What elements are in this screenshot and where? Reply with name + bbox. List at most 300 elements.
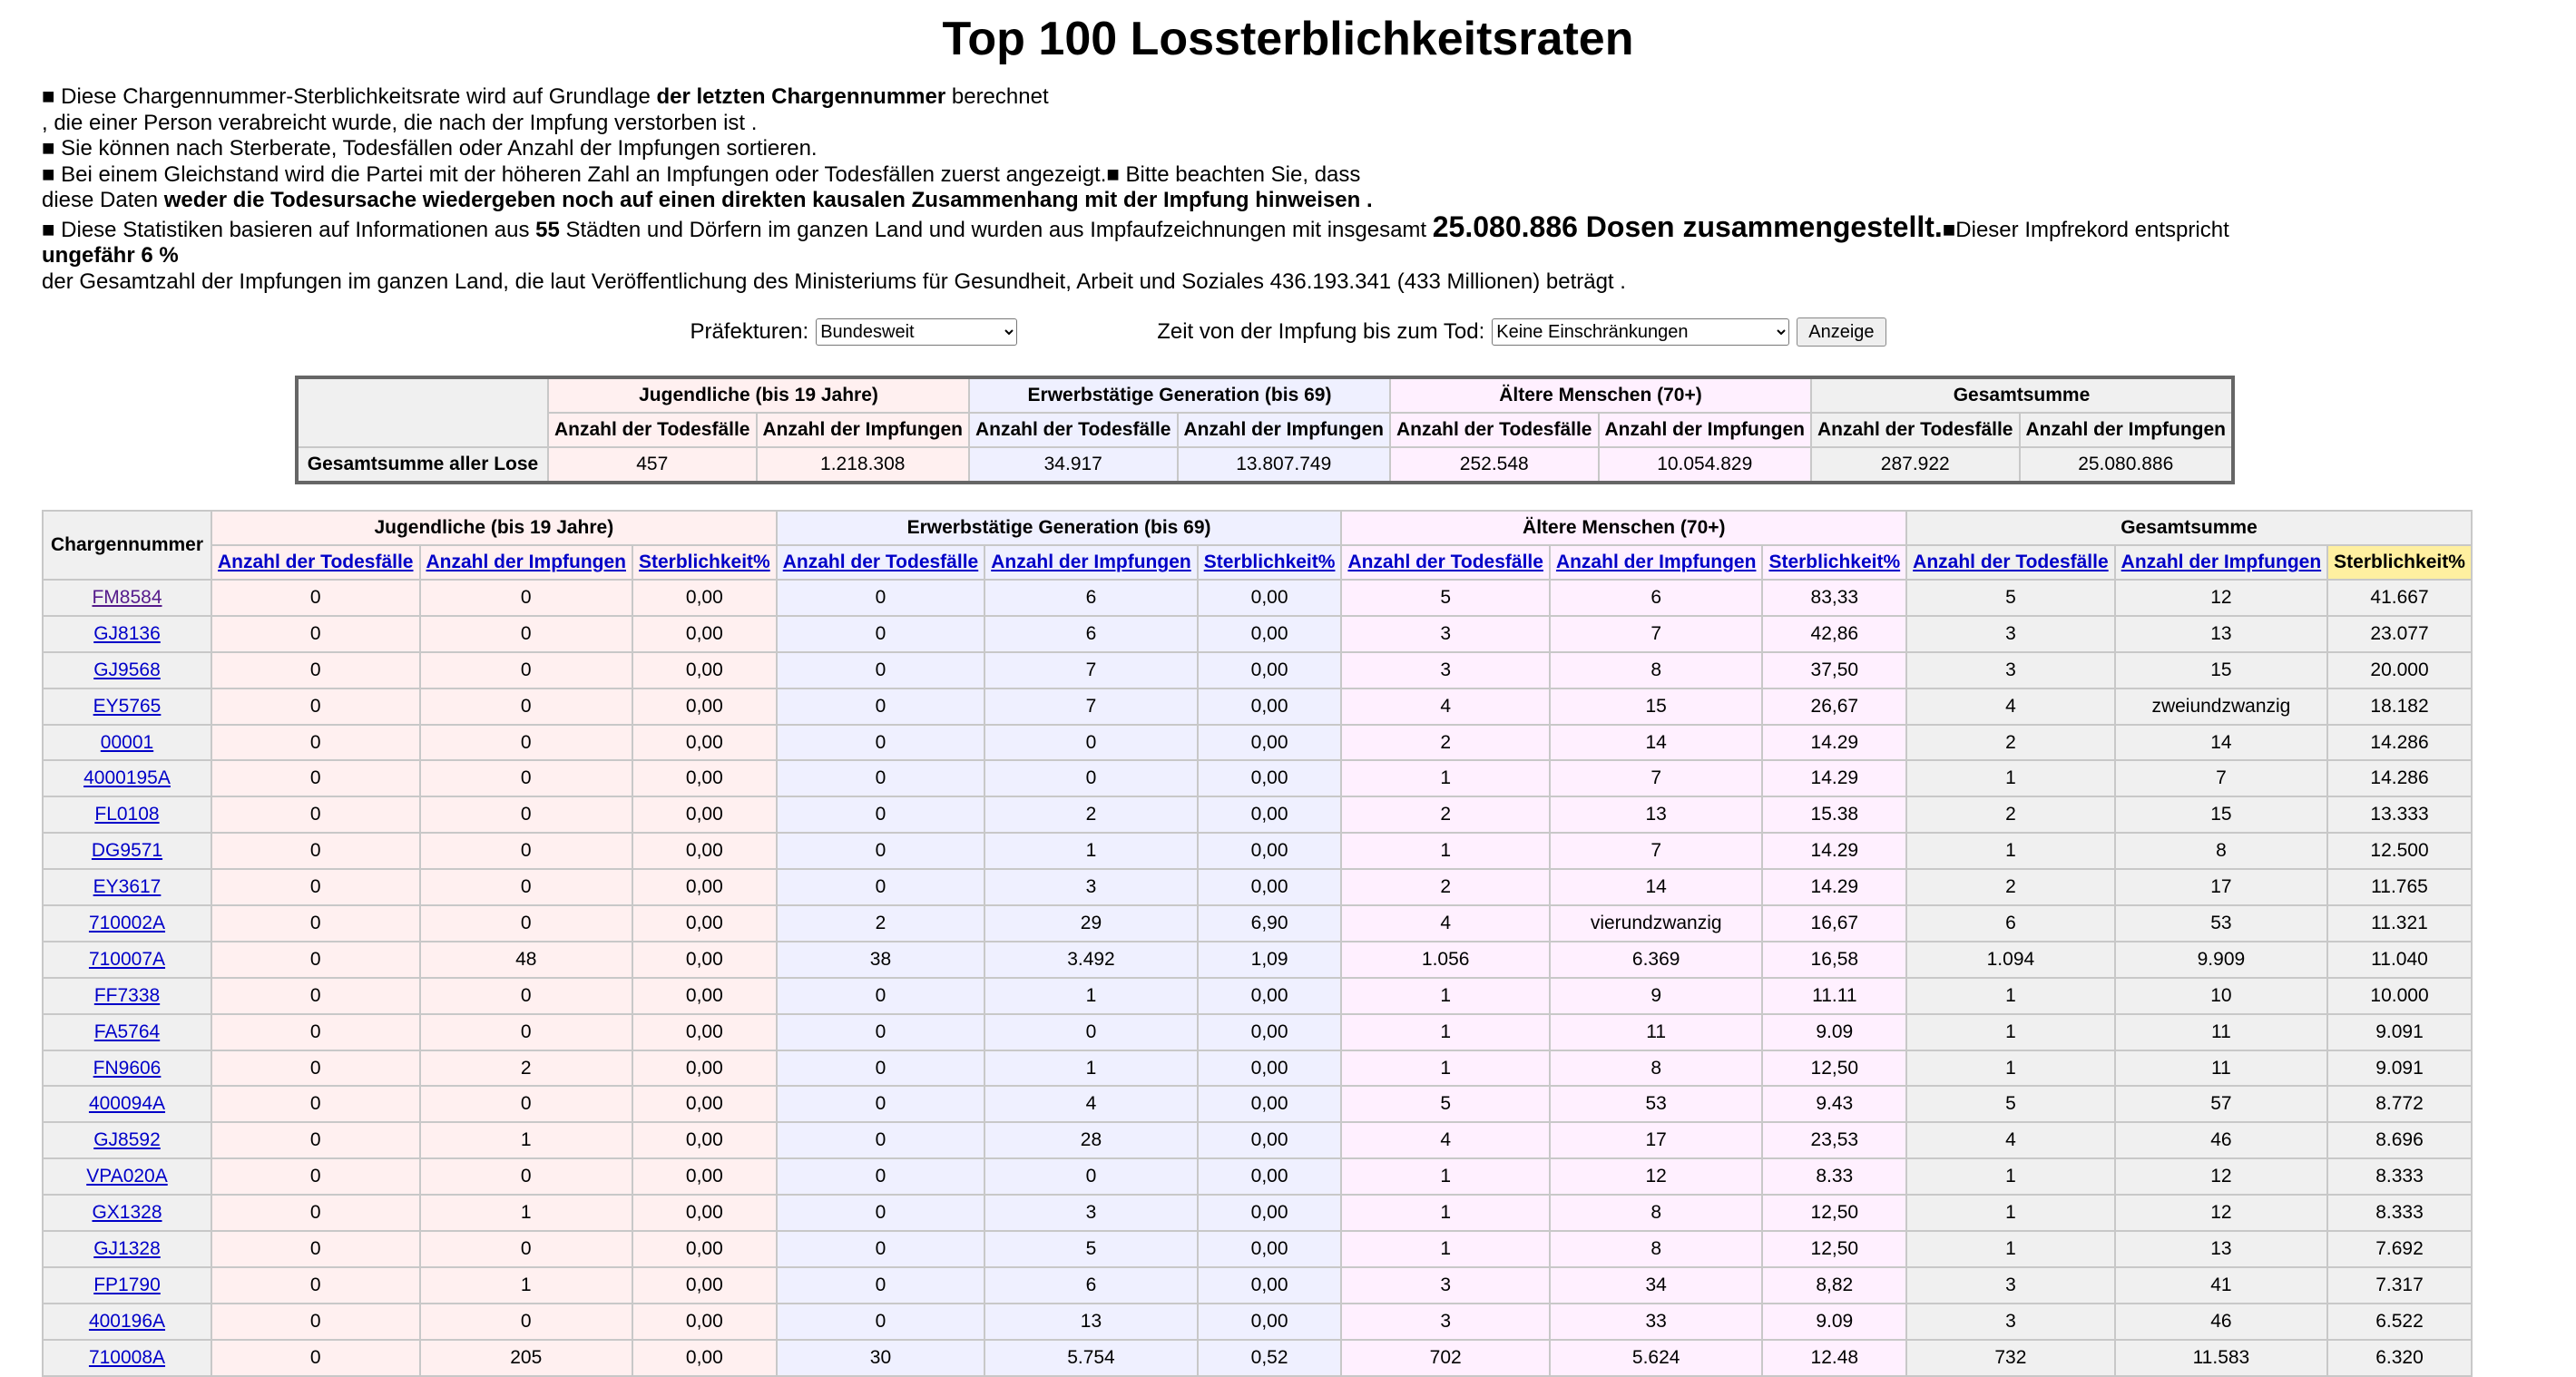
cell-total-rate: 6.320 xyxy=(2327,1340,2472,1376)
table-row xyxy=(43,978,2472,1014)
cell-elder-rate: 37,50 xyxy=(1762,652,1906,688)
cell-elder-rate: 8.33 xyxy=(1762,1158,1906,1195)
cell-work-vacc: 28 xyxy=(984,1122,1198,1158)
cell-work-rate: 0,00 xyxy=(1198,1122,1342,1158)
cell-total-deaths: 1 xyxy=(1906,833,2115,869)
intro-dose-total: 25.080.886 Dosen zusammengestellt. xyxy=(1432,210,1943,243)
cell-work-deaths: 0 xyxy=(777,869,985,905)
cell-total-vacc: 8 xyxy=(2115,833,2328,869)
cell-total-deaths: 4 xyxy=(1906,1122,2115,1158)
table-row xyxy=(43,1231,2472,1267)
cell-elder-vacc: vierundzwanzig xyxy=(1550,905,1763,942)
cell-work-vacc: 3 xyxy=(984,1195,1198,1231)
cell-elder-deaths: 3 xyxy=(1341,1304,1550,1340)
cell-work-rate: 0,00 xyxy=(1198,760,1342,796)
cell-elder-deaths: 4 xyxy=(1341,688,1550,725)
sort-link[interactable]: Anzahl der Todesfälle xyxy=(782,552,979,572)
cell-elder-vacc: 12 xyxy=(1550,1158,1763,1195)
show-button[interactable]: Anzeige xyxy=(1797,317,1885,347)
cell-elder-vacc: 8 xyxy=(1550,1195,1763,1231)
cell-elder-vacc: 7 xyxy=(1550,760,1763,796)
cell-elder-deaths: 3 xyxy=(1341,616,1550,652)
cell-youth-vacc: 0 xyxy=(420,1158,633,1195)
cell-total-vacc: 13 xyxy=(2115,616,2328,652)
cell-youth-deaths: 0 xyxy=(211,580,420,616)
lot-link[interactable]: DG9571 xyxy=(91,840,163,862)
sort-total-deaths xyxy=(1906,545,2115,580)
cell-total-vacc: zweiundzwanzig xyxy=(2115,688,2328,725)
cell-youth-deaths: 0 xyxy=(211,833,420,869)
cell-total-rate: 9.091 xyxy=(2327,1014,2472,1050)
sort-link[interactable]: Anzahl der Impfungen xyxy=(991,552,1191,572)
lot-link[interactable]: GX1328 xyxy=(92,1202,162,1224)
cell-elder-vacc: 14 xyxy=(1550,725,1763,761)
cell-total-deaths: 6 xyxy=(1906,905,2115,942)
summary-col-deaths: Anzahl der Todesfälle xyxy=(1811,413,2020,447)
cell-youth-vacc: 1 xyxy=(420,1267,633,1304)
cell-elder-vacc: 6.369 xyxy=(1550,942,1763,978)
table-row xyxy=(43,725,2472,761)
table-row xyxy=(43,652,2472,688)
cell-elder-vacc: 8 xyxy=(1550,1231,1763,1267)
cell-youth-rate: 0,00 xyxy=(632,942,777,978)
group-total: Gesamtsumme xyxy=(1906,511,2472,545)
cell-elder-vacc: 53 xyxy=(1550,1086,1763,1122)
cell-work-vacc: 7 xyxy=(984,688,1198,725)
cell-work-rate: 0,00 xyxy=(1198,869,1342,905)
cell-work-deaths: 0 xyxy=(777,1231,985,1267)
sort-link[interactable]: Anzahl der Todesfälle xyxy=(1913,552,2109,572)
time-filter xyxy=(1157,318,1789,346)
intro-text-part: ■ Diese Chargennummer-Sterblichkeitsrate wird auf Grundlage xyxy=(42,84,657,109)
intro-emphasis: 55 xyxy=(535,217,560,242)
cell-elder-rate: 83,33 xyxy=(1762,580,1906,616)
col-lot-number: Chargennummer xyxy=(43,511,211,580)
intro-line-5 xyxy=(42,188,2546,214)
cell-youth-deaths: 0 xyxy=(211,1158,420,1195)
lot-link[interactable]: 710002A xyxy=(88,912,166,933)
lot-link[interactable]: GJ8592 xyxy=(93,1129,161,1151)
cell-youth-vacc: 0 xyxy=(420,1014,633,1050)
cell-total-vacc: 12 xyxy=(2115,1195,2328,1231)
table-row xyxy=(43,942,2472,978)
cell-youth-deaths: 0 xyxy=(211,1050,420,1087)
cell-work-rate: 0,00 xyxy=(1198,1086,1342,1122)
summary-group-work: Erwerbstätige Generation (bis 69) xyxy=(969,377,1390,413)
lot-link[interactable]: GJ9568 xyxy=(93,659,161,680)
summary-col-vacc: Anzahl der Impfungen xyxy=(1178,413,1391,447)
cell-youth-deaths: 0 xyxy=(211,1340,420,1376)
sort-link[interactable]: Anzahl der Todesfälle xyxy=(218,552,414,572)
cell-elder-deaths: 1 xyxy=(1341,833,1550,869)
intro-line-7 xyxy=(42,243,2546,269)
cell-total-rate: 10.000 xyxy=(2327,978,2472,1014)
cell-youth-rate: 0,00 xyxy=(632,688,777,725)
cell-work-deaths: 0 xyxy=(777,616,985,652)
cell-lot-number xyxy=(43,1267,211,1304)
cell-total-vacc: 46 xyxy=(2115,1122,2328,1158)
table-row xyxy=(43,1267,2472,1304)
cell-total-vacc: 7 xyxy=(2115,760,2328,796)
table-row xyxy=(43,760,2472,796)
cell-total-vacc: 11.583 xyxy=(2115,1340,2328,1376)
cell-total-deaths: 1 xyxy=(1906,1050,2115,1087)
cell-elder-rate: 16,67 xyxy=(1762,905,1906,942)
cell-elder-rate: 16,58 xyxy=(1762,942,1906,978)
lot-link[interactable]: GJ1328 xyxy=(93,1237,161,1259)
cell-youth-rate: 0,00 xyxy=(632,1086,777,1122)
summary-group-elder: Ältere Menschen (70+) xyxy=(1390,377,1811,413)
lot-link[interactable]: 400196A xyxy=(88,1310,166,1332)
intro-text xyxy=(42,84,2546,295)
lot-table xyxy=(42,510,2473,1377)
cell-work-vacc: 5.754 xyxy=(984,1340,1198,1376)
cell-lot-number xyxy=(43,833,211,869)
cell-youth-vacc: 0 xyxy=(420,833,633,869)
cell-lot-number xyxy=(43,869,211,905)
table-row xyxy=(43,1195,2472,1231)
cell-work-deaths: 0 xyxy=(777,1122,985,1158)
cell-total-rate: 8.772 xyxy=(2327,1086,2472,1122)
cell-youth-rate: 0,00 xyxy=(632,905,777,942)
lot-link[interactable]: 00001 xyxy=(100,731,154,753)
table-row xyxy=(43,869,2472,905)
cell-elder-rate: 42,86 xyxy=(1762,616,1906,652)
cell-total-deaths: 2 xyxy=(1906,869,2115,905)
sort-link[interactable]: Anzahl der Impfungen xyxy=(1555,552,1757,572)
cell-youth-deaths: 0 xyxy=(211,1231,420,1267)
cell-elder-vacc: 15 xyxy=(1550,688,1763,725)
cell-total-vacc: 11 xyxy=(2115,1050,2328,1087)
cell-youth-rate: 0,00 xyxy=(632,978,777,1014)
cell-elder-deaths: 702 xyxy=(1341,1340,1550,1376)
summary-group-total: Gesamtsumme xyxy=(1811,377,2233,413)
cell-lot-number xyxy=(43,1158,211,1195)
cell-youth-vacc: 0 xyxy=(420,688,633,725)
cell-lot-number xyxy=(43,1122,211,1158)
cell-total-rate: 11.040 xyxy=(2327,942,2472,978)
cell-total-vacc: 41 xyxy=(2115,1267,2328,1304)
table-row xyxy=(43,1122,2472,1158)
intro-emphasis: der letzten Chargennummer xyxy=(656,84,946,109)
page-title: Top 100 Lossterblichkeitsraten xyxy=(942,13,1634,65)
cell-elder-deaths: 1 xyxy=(1341,1231,1550,1267)
cell-total-deaths: 5 xyxy=(1906,1086,2115,1122)
lot-link[interactable]: EY3617 xyxy=(93,876,162,898)
cell-work-deaths: 0 xyxy=(777,1195,985,1231)
cell-youth-deaths: 0 xyxy=(211,1014,420,1050)
time-label: Zeit von der Impfung bis zum Tod: xyxy=(1157,319,1485,344)
cell-elder-rate: 14.29 xyxy=(1762,760,1906,796)
cell-total-deaths: 1 xyxy=(1906,1195,2115,1231)
lot-link[interactable]: FP1790 xyxy=(93,1274,161,1295)
filter-bar xyxy=(0,314,2576,350)
cell-youth-deaths: 0 xyxy=(211,616,420,652)
cell-total-deaths: 3 xyxy=(1906,1267,2115,1304)
sort-link[interactable]: Anzahl der Impfungen xyxy=(426,552,626,572)
cell-elder-rate: 8,82 xyxy=(1762,1267,1906,1304)
cell-youth-rate: 0,00 xyxy=(632,1304,777,1340)
cell-lot-number xyxy=(43,942,211,978)
sort-total-vacc xyxy=(2115,545,2328,580)
sort-youth-vacc xyxy=(420,545,633,580)
cell-work-deaths: 0 xyxy=(777,1050,985,1087)
cell-lot-number xyxy=(43,1050,211,1087)
lot-link[interactable]: 400094A xyxy=(88,1093,166,1115)
table-row xyxy=(43,905,2472,942)
cell-youth-vacc: 48 xyxy=(420,942,633,978)
cell-total-rate: 20.000 xyxy=(2327,652,2472,688)
cell-elder-vacc: 7 xyxy=(1550,616,1763,652)
cell-total-deaths: 2 xyxy=(1906,796,2115,833)
summary-value: 1.218.308 xyxy=(757,447,970,483)
summary-col-deaths: Anzahl der Todesfälle xyxy=(1390,413,1599,447)
lot-link[interactable]: VPA020A xyxy=(86,1166,168,1187)
cell-work-vacc: 0 xyxy=(984,1158,1198,1195)
cell-total-vacc: 10 xyxy=(2115,978,2328,1014)
lot-link[interactable]: 710007A xyxy=(88,948,166,970)
summary-col-vacc: Anzahl der Impfungen xyxy=(757,413,970,447)
sort-link[interactable]: Sterblichkeit% xyxy=(1768,552,1901,572)
table-row xyxy=(43,580,2472,616)
lot-link[interactable]: FF7338 xyxy=(93,984,161,1006)
sort-elder-rate xyxy=(1762,545,1906,580)
cell-total-rate: 18.182 xyxy=(2327,688,2472,725)
cell-lot-number xyxy=(43,580,211,616)
sort-link[interactable]: Sterblichkeit% xyxy=(639,552,770,572)
table-row xyxy=(43,1340,2472,1376)
cell-youth-rate: 0,00 xyxy=(632,1014,777,1050)
cell-youth-vacc: 0 xyxy=(420,725,633,761)
cell-youth-deaths: 0 xyxy=(211,725,420,761)
cell-youth-vacc: 2 xyxy=(420,1050,633,1087)
intro-line-8: der Gesamtzahl der Impfungen im ganzen Land, die laut Veröffentlichung des Ministeriums für Gesundheit, Arbeit und Soziales 436.193.341 (433 Millionen) beträgt . xyxy=(42,269,1626,294)
cell-total-vacc: 15 xyxy=(2115,796,2328,833)
cell-total-deaths: 2 xyxy=(1906,725,2115,761)
intro-text-part: ■Dieser Impfrekord entspricht xyxy=(1942,217,2229,242)
cell-youth-deaths: 0 xyxy=(211,869,420,905)
sort-elder-deaths xyxy=(1341,545,1550,580)
sort-work-deaths xyxy=(777,545,985,580)
cell-total-deaths: 1 xyxy=(1906,978,2115,1014)
cell-elder-deaths: 1 xyxy=(1341,1014,1550,1050)
cell-youth-rate: 0,00 xyxy=(632,1158,777,1195)
cell-lot-number xyxy=(43,725,211,761)
cell-youth-deaths: 0 xyxy=(211,652,420,688)
cell-work-rate: 0,00 xyxy=(1198,1050,1342,1087)
summary-col-deaths: Anzahl der Todesfälle xyxy=(969,413,1178,447)
intro-line-4: ■ Bei einem Gleichstand wird die Partei mit der höheren Zahl an Impfungen oder Todesfällen zuerst angezeigt.■ Bitte beachten Sie, dass xyxy=(42,161,1361,187)
cell-elder-deaths: 4 xyxy=(1341,1122,1550,1158)
cell-youth-deaths: 0 xyxy=(211,942,420,978)
lot-link[interactable]: EY5765 xyxy=(93,695,162,717)
cell-total-deaths: 3 xyxy=(1906,616,2115,652)
cell-work-rate: 0,00 xyxy=(1198,1158,1342,1195)
table-row xyxy=(43,688,2472,725)
lot-link[interactable]: FN9606 xyxy=(93,1057,162,1079)
cell-work-rate: 0,00 xyxy=(1198,1304,1342,1340)
cell-total-rate: 11.321 xyxy=(2327,905,2472,942)
cell-elder-rate: 14.29 xyxy=(1762,869,1906,905)
table-row xyxy=(43,1158,2472,1195)
cell-elder-vacc: 6 xyxy=(1550,580,1763,616)
cell-lot-number xyxy=(43,760,211,796)
summary-value: 25.080.886 xyxy=(2020,447,2234,483)
cell-elder-vacc: 17 xyxy=(1550,1122,1763,1158)
cell-total-rate: 12.500 xyxy=(2327,833,2472,869)
lot-link[interactable]: 710008A xyxy=(88,1346,166,1368)
cell-total-rate: 6.522 xyxy=(2327,1304,2472,1340)
cell-elder-deaths: 1 xyxy=(1341,978,1550,1014)
sort-youth-deaths xyxy=(211,545,420,580)
cell-work-vacc: 13 xyxy=(984,1304,1198,1340)
cell-total-rate: 8.333 xyxy=(2327,1158,2472,1195)
cell-youth-rate: 0,00 xyxy=(632,833,777,869)
summary-value: 10.054.829 xyxy=(1599,447,1812,483)
cell-elder-deaths: 1 xyxy=(1341,1158,1550,1195)
cell-total-vacc: 53 xyxy=(2115,905,2328,942)
intro-line-3: ■ Sie können nach Sterberate, Todesfällen oder Anzahl der Impfungen sortieren. xyxy=(42,136,818,161)
sort-link[interactable]: Sterblichkeit% xyxy=(1203,552,1336,572)
cell-work-deaths: 0 xyxy=(777,725,985,761)
cell-work-deaths: 0 xyxy=(777,580,985,616)
cell-youth-deaths: 0 xyxy=(211,760,420,796)
lot-rows xyxy=(43,580,2472,1376)
cell-elder-deaths: 1 xyxy=(1341,760,1550,796)
cell-total-deaths: 4 xyxy=(1906,688,2115,725)
cell-work-rate: 0,00 xyxy=(1198,652,1342,688)
intro-text-part: berechnet xyxy=(945,84,1049,109)
cell-youth-vacc: 0 xyxy=(420,1304,633,1340)
cell-youth-rate: 0,00 xyxy=(632,869,777,905)
cell-elder-deaths: 1.056 xyxy=(1341,942,1550,978)
table-row xyxy=(43,1086,2472,1122)
sort-link[interactable]: Anzahl der Impfungen xyxy=(2121,552,2322,572)
cell-total-vacc: 14 xyxy=(2115,725,2328,761)
cell-elder-rate: 11.11 xyxy=(1762,978,1906,1014)
cell-youth-deaths: 0 xyxy=(211,978,420,1014)
cell-total-vacc: 12 xyxy=(2115,1158,2328,1195)
prefecture-label: Präfekturen: xyxy=(690,319,809,344)
cell-work-deaths: 0 xyxy=(777,978,985,1014)
cell-youth-rate: 0,00 xyxy=(632,580,777,616)
cell-elder-vacc: 11 xyxy=(1550,1014,1763,1050)
cell-elder-vacc: 33 xyxy=(1550,1304,1763,1340)
sort-elder-vacc xyxy=(1550,545,1763,580)
cell-work-deaths: 2 xyxy=(777,905,985,942)
cell-youth-vacc: 1 xyxy=(420,1122,633,1158)
cell-youth-rate: 0,00 xyxy=(632,652,777,688)
intro-text-part: ■ Diese Statistiken basieren auf Informationen aus xyxy=(42,217,536,242)
cell-total-deaths: 3 xyxy=(1906,652,2115,688)
cell-work-vacc: 7 xyxy=(984,652,1198,688)
lot-link[interactable]: GJ8136 xyxy=(93,622,161,644)
cell-youth-deaths: 0 xyxy=(211,796,420,833)
summary-col-vacc: Anzahl der Impfungen xyxy=(1599,413,1812,447)
cell-work-rate: 6,90 xyxy=(1198,905,1342,942)
cell-work-rate: 0,00 xyxy=(1198,1231,1342,1267)
cell-elder-deaths: 1 xyxy=(1341,1195,1550,1231)
cell-work-vacc: 6 xyxy=(984,580,1198,616)
cell-work-deaths: 0 xyxy=(777,1304,985,1340)
cell-work-rate: 0,00 xyxy=(1198,1014,1342,1050)
group-elder: Ältere Menschen (70+) xyxy=(1341,511,1906,545)
cell-work-vacc: 3 xyxy=(984,869,1198,905)
cell-elder-rate: 14.29 xyxy=(1762,725,1906,761)
summary-value: 13.807.749 xyxy=(1178,447,1391,483)
cell-youth-rate: 0,00 xyxy=(632,760,777,796)
cell-youth-vacc: 0 xyxy=(420,1231,633,1267)
sort-link[interactable]: Anzahl der Todesfälle xyxy=(1347,552,1543,572)
lot-link[interactable]: FM8584 xyxy=(92,586,162,608)
cell-total-rate: 9.091 xyxy=(2327,1050,2472,1087)
cell-youth-vacc: 0 xyxy=(420,796,633,833)
summary-value: 457 xyxy=(548,447,757,483)
cell-total-deaths: 732 xyxy=(1906,1340,2115,1376)
cell-youth-rate: 0,00 xyxy=(632,1267,777,1304)
cell-total-vacc: 12 xyxy=(2115,580,2328,616)
cell-work-vacc: 0 xyxy=(984,725,1198,761)
cell-work-deaths: 0 xyxy=(777,688,985,725)
lot-link[interactable]: FL0108 xyxy=(94,804,160,825)
cell-youth-vacc: 1 xyxy=(420,1195,633,1231)
time-select[interactable] xyxy=(1492,318,1789,346)
cell-elder-rate: 12,50 xyxy=(1762,1195,1906,1231)
prefecture-select[interactable] xyxy=(816,318,1017,346)
summary-col-vacc: Anzahl der Impfungen xyxy=(2020,413,2234,447)
cell-total-deaths: 1 xyxy=(1906,1158,2115,1195)
cell-elder-deaths: 2 xyxy=(1341,725,1550,761)
cell-elder-rate: 9.43 xyxy=(1762,1086,1906,1122)
cell-total-rate: 11.765 xyxy=(2327,869,2472,905)
intro-emphasis: weder die Todesursache wiedergeben noch auf einen direkten kausalen Zusammenhang mit der Impfung hinweisen . xyxy=(163,188,1373,212)
table-row xyxy=(43,616,2472,652)
cell-total-rate: 13.333 xyxy=(2327,796,2472,833)
cell-work-vacc: 1 xyxy=(984,833,1198,869)
summary-group-youth: Jugendliche (bis 19 Jahre) xyxy=(548,377,969,413)
cell-total-deaths: 1.094 xyxy=(1906,942,2115,978)
summary-value: 287.922 xyxy=(1811,447,2020,483)
sort-youth-rate xyxy=(632,545,777,580)
cell-lot-number xyxy=(43,796,211,833)
cell-work-deaths: 30 xyxy=(777,1340,985,1376)
cell-total-rate: 8.333 xyxy=(2327,1195,2472,1231)
cell-work-deaths: 0 xyxy=(777,833,985,869)
cell-elder-rate: 23,53 xyxy=(1762,1122,1906,1158)
group-work: Erwerbstätige Generation (bis 69) xyxy=(777,511,1342,545)
cell-work-rate: 0,52 xyxy=(1198,1340,1342,1376)
intro-text-part: diese Daten xyxy=(42,188,164,212)
table-row xyxy=(43,796,2472,833)
cell-work-vacc: 5 xyxy=(984,1231,1198,1267)
cell-work-deaths: 0 xyxy=(777,1158,985,1195)
cell-elder-vacc: 8 xyxy=(1550,1050,1763,1087)
table-row xyxy=(43,833,2472,869)
summary-value: 34.917 xyxy=(969,447,1178,483)
cell-work-vacc: 6 xyxy=(984,1267,1198,1304)
cell-work-deaths: 0 xyxy=(777,1086,985,1122)
cell-work-rate: 0,00 xyxy=(1198,796,1342,833)
intro-line-6 xyxy=(42,210,2546,244)
cell-youth-vacc: 0 xyxy=(420,760,633,796)
lot-link[interactable]: 4000195A xyxy=(83,767,171,789)
cell-youth-rate: 0,00 xyxy=(632,1340,777,1376)
lot-link[interactable]: FA5764 xyxy=(93,1021,161,1042)
cell-work-vacc: 3.492 xyxy=(984,942,1198,978)
cell-work-deaths: 0 xyxy=(777,1014,985,1050)
cell-elder-deaths: 2 xyxy=(1341,869,1550,905)
intro-text-part: Städten und Dörfern im ganzen Land und wurden aus Impfaufzeichnungen mit insgesamt xyxy=(559,217,1433,242)
